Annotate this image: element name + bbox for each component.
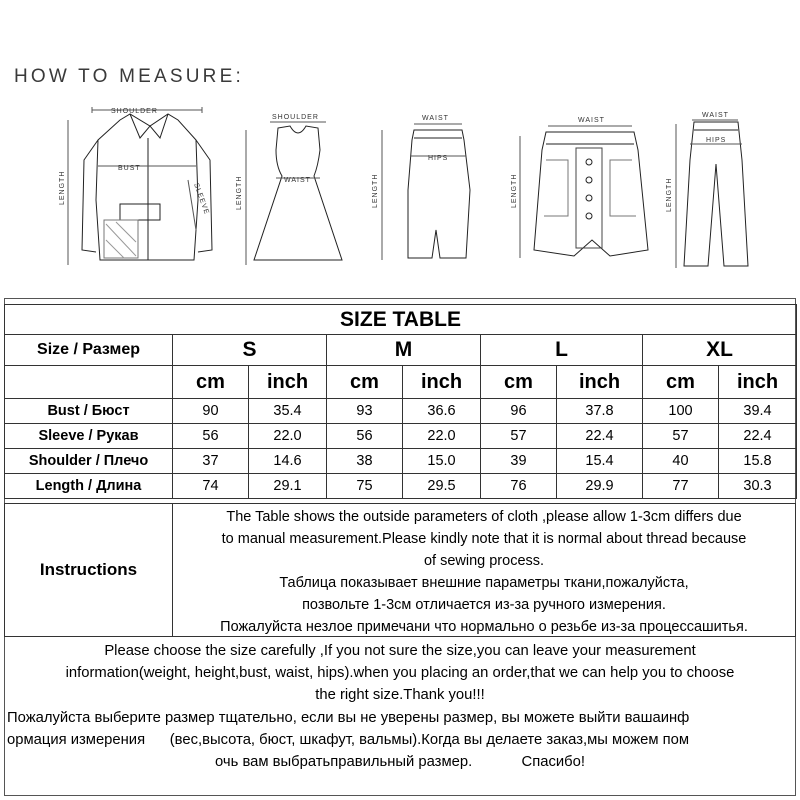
unit-cm-l: cm <box>481 366 557 399</box>
length-label-4: LENGTH <box>511 173 518 208</box>
unit-inch-l: inch <box>557 366 643 399</box>
length-label-1: LENGTH <box>59 170 66 205</box>
note-line-en: the right size.Thank you!!! <box>315 687 485 704</box>
size-m-header: M <box>327 335 481 366</box>
table-cell: 15.8 <box>719 449 797 474</box>
jacket-sketch <box>59 107 212 265</box>
note-line-ru: очь вам выбратьправильный размер. Спасибо! <box>215 754 585 771</box>
table-cell: 15.4 <box>557 449 643 474</box>
unit-inch-m: inch <box>403 366 481 399</box>
table-cell: 37.8 <box>557 399 643 424</box>
table-cell: 75 <box>327 474 403 499</box>
waist-label-2: WAIST <box>422 115 449 122</box>
table-row <box>5 424 797 449</box>
instructions-line: to manual measurement.Please kindly note that it is normal about thread because <box>221 531 747 547</box>
instructions-line: Таблица показывает внешние параметры ткани,пожалуйста, <box>279 575 689 591</box>
table-cell: 14.6 <box>249 449 327 474</box>
size-l-header: L <box>481 335 643 366</box>
instructions-box <box>4 503 796 637</box>
table-row <box>5 399 797 424</box>
note-line-ru: Пожалуйста выберите размер тщательно, если вы не уверены размер, вы можете выйти вашаинф <box>7 709 690 726</box>
length-label-3: LENGTH <box>372 173 379 208</box>
table-cell: 38 <box>327 449 403 474</box>
hips-label-1: HIPS <box>428 155 449 162</box>
table-cell: 100 <box>643 399 719 424</box>
table-row <box>5 449 797 474</box>
row-label-sleeve: Sleeve / Рукав <box>5 424 173 449</box>
note-line-en: information(weight, height,bust, waist, hips).when you placing an order,that we can help you to choose <box>65 665 735 682</box>
length-label-5: LENGTH <box>666 177 673 212</box>
table-cell: 57 <box>481 424 557 449</box>
unit-inch-s: inch <box>249 366 327 399</box>
sleeve-label: SLEEVE <box>192 182 211 216</box>
instructions-line: of sewing process. <box>423 553 545 569</box>
table-cell: 29.9 <box>557 474 643 499</box>
unit-cm-xl: cm <box>643 366 719 399</box>
size-xl-header: XL <box>643 335 797 366</box>
unit-cm-s: cm <box>173 366 249 399</box>
table-cell: 90 <box>173 399 249 424</box>
table-cell: 29.5 <box>403 474 481 499</box>
unit-inch-xl: inch <box>719 366 797 399</box>
table-cell: 22.0 <box>249 424 327 449</box>
waist-label-3: WAIST <box>578 117 605 124</box>
skirt-sketch <box>372 115 470 260</box>
table-cell: 36.6 <box>403 399 481 424</box>
row-label-bust: Bust / Бюст <box>5 399 173 424</box>
pants-sketch <box>666 112 748 268</box>
table-cell: 15.0 <box>403 449 481 474</box>
note-line-en: Please choose the size carefully ,If you not sure the size,you can leave your measurement <box>104 643 696 659</box>
shoulder-label-2: SHOULDER <box>272 114 319 121</box>
row-label-length: Length / Длина <box>5 474 173 499</box>
dress-sketch <box>236 114 342 265</box>
instructions-line: Пожалуйста незлое примечани что нормально о резьбе из-за процессашитья. <box>220 619 748 635</box>
measurement-sketches <box>0 100 800 280</box>
table-cell: 39.4 <box>719 399 797 424</box>
table-cell: 22.0 <box>403 424 481 449</box>
size-table-title: SIZE TABLE <box>5 305 797 335</box>
size-s-header: S <box>173 335 327 366</box>
waist-label-1: WAIST <box>284 177 311 184</box>
shoulder-label-1: SHOULDER <box>111 108 158 115</box>
table-cell: 96 <box>481 399 557 424</box>
size-choice-note <box>4 640 796 773</box>
unit-cm-m: cm <box>327 366 403 399</box>
table-cell: 57 <box>643 424 719 449</box>
table-cell: 22.4 <box>557 424 643 449</box>
table-cell: 77 <box>643 474 719 499</box>
table-cell: 30.3 <box>719 474 797 499</box>
size-column-label: Size / Размер <box>5 335 173 366</box>
table-cell: 35.4 <box>249 399 327 424</box>
shorts-sketch <box>511 117 648 258</box>
length-label-2: LENGTH <box>236 175 243 210</box>
table-cell: 22.4 <box>719 424 797 449</box>
waist-label-4: WAIST <box>702 112 729 119</box>
unit-row-blank <box>5 366 173 399</box>
table-cell: 76 <box>481 474 557 499</box>
table-cell: 29.1 <box>249 474 327 499</box>
page-title: HOW TO MEASURE: <box>14 66 244 87</box>
table-cell: 74 <box>173 474 249 499</box>
row-label-shoulder: Shoulder / Плечо <box>5 449 173 474</box>
size-table <box>4 304 797 499</box>
table-cell: 40 <box>643 449 719 474</box>
instructions-text <box>173 506 795 638</box>
table-cell: 37 <box>173 449 249 474</box>
instructions-line: The Table shows the outside parameters of cloth ,please allow 1-3cm differs due <box>226 509 742 525</box>
instructions-line: позвольте 1-3см отличается из-за ручного измерения. <box>302 597 666 613</box>
table-cell: 39 <box>481 449 557 474</box>
note-line-ru: ормация измерения (вес,высота, бюст, шкафут, вальмы).Когда вы делаете заказ,мы можем пом <box>7 731 690 748</box>
instructions-label: Instructions <box>5 504 173 636</box>
table-cell: 56 <box>173 424 249 449</box>
table-cell: 93 <box>327 399 403 424</box>
hips-label-2: HIPS <box>706 137 727 144</box>
table-row <box>5 474 797 499</box>
bust-label: BUST <box>118 165 141 172</box>
table-cell: 56 <box>327 424 403 449</box>
